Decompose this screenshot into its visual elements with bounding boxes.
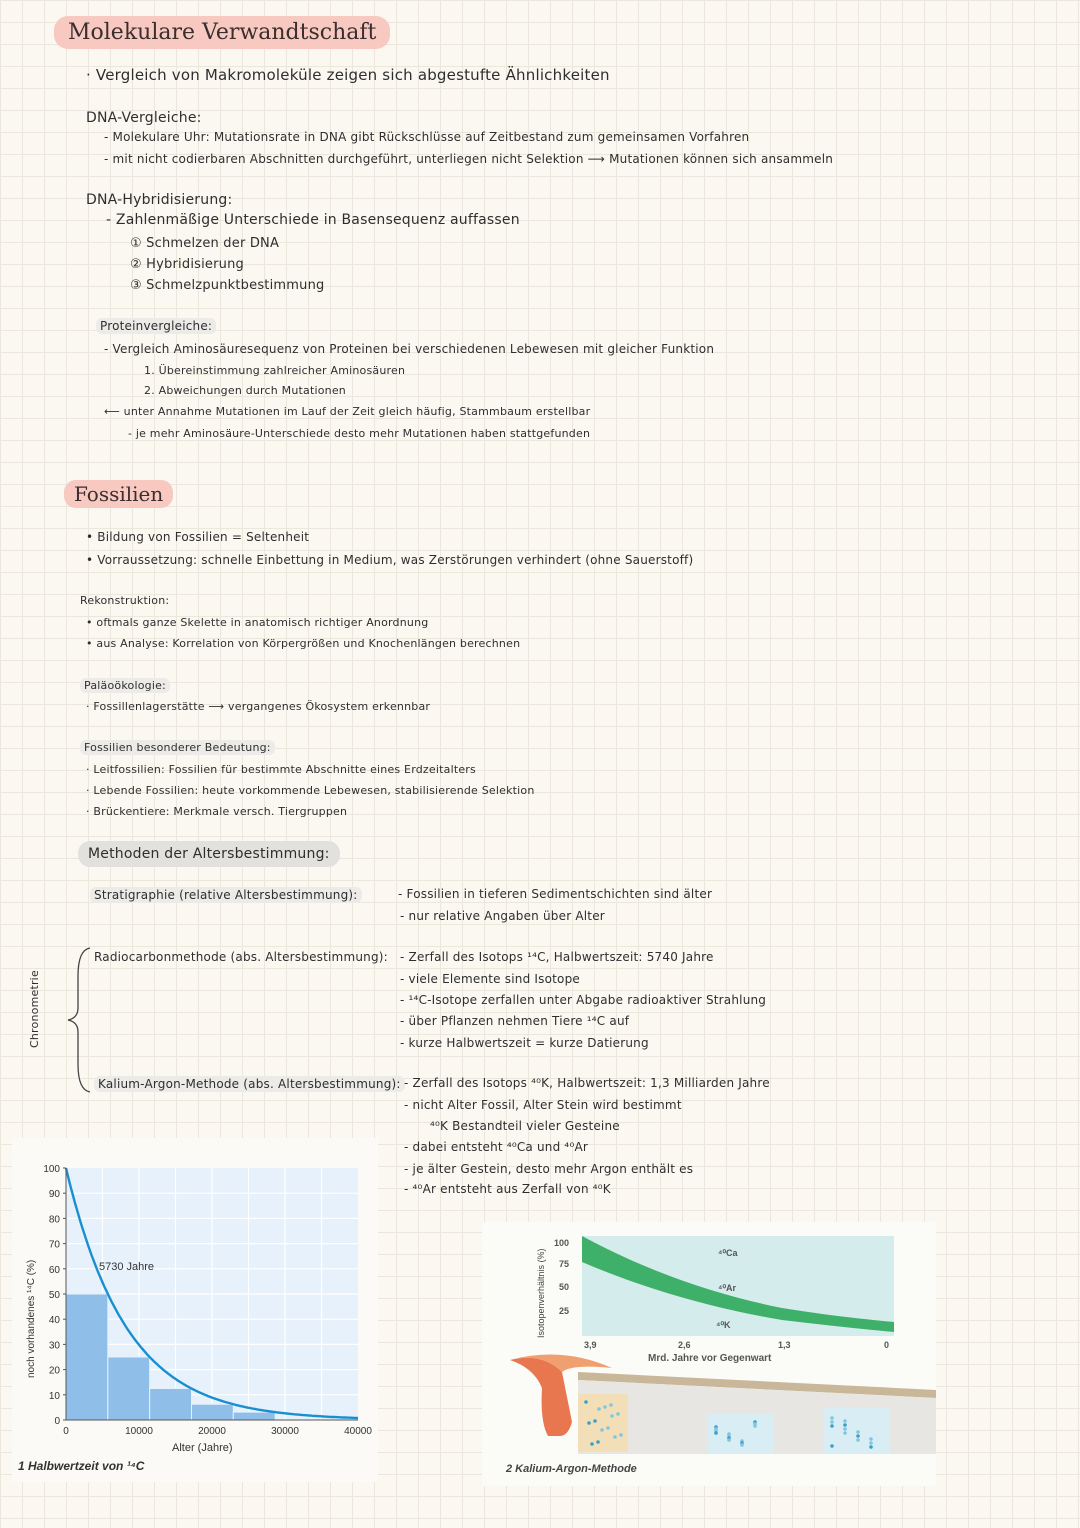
- isotope-dot: [830, 1416, 834, 1420]
- dna-line-1: - Molekulare Uhr: Mutationsrate in DNA gibt Rückschlüsse auf Zeitbestand zum gemeinsamen Vorfahren: [104, 130, 750, 144]
- kalium-argon-line-1: - Zerfall des Isotops ⁴⁰K, Halbwertszeit: 1,3 Milliarden Jahre: [404, 1076, 770, 1090]
- isotope-dot: [843, 1427, 847, 1431]
- isotope-dot: [753, 1424, 757, 1428]
- halflife-annotation: 5730 Jahre: [99, 1261, 155, 1273]
- y-tick-label: 50: [48, 1290, 60, 1301]
- y-axis-title: noch vorhandenes ¹⁴C (%): [26, 1259, 37, 1378]
- isotope-dot: [869, 1445, 873, 1449]
- radiocarbon-line-3: - ¹⁴C-Isotope zerfallen unter Abgabe radioaktiver Strahlung: [400, 993, 767, 1007]
- isotope-dot: [714, 1431, 718, 1435]
- protein-heading: Proteinvergleiche:: [96, 318, 216, 334]
- stratigraphy-line-1: - Fossilien in tieferen Sedimentschichten sind älter: [398, 887, 713, 901]
- stratigraphy-line-2: - nur relative Angaben über Alter: [400, 909, 605, 923]
- isotope-dot: [593, 1419, 597, 1423]
- y-tick-label: 60: [48, 1264, 60, 1276]
- x-axis-title: Alter (Jahre): [172, 1442, 233, 1454]
- radiocarbon-line-2: - viele Elemente sind Isotope: [400, 972, 580, 986]
- isotope-dot: [856, 1430, 860, 1434]
- isotope-dot: [616, 1412, 620, 1416]
- isotope-dot: [597, 1407, 601, 1411]
- xtick-2-6: 2,6: [678, 1340, 691, 1350]
- fossil-bullet-1: • Bildung von Fossilien = Seltenheit: [86, 530, 310, 544]
- isotope-dot: [596, 1440, 600, 1444]
- bar-3: [191, 1404, 233, 1420]
- y-tick-label: 100: [43, 1164, 60, 1175]
- hybrid-line-1: - Zahlenmäßige Unterschiede in Basensequenz auffassen: [106, 212, 520, 228]
- c14-halflife-chart: [12, 1138, 378, 1482]
- ytick-75: 75: [559, 1259, 570, 1269]
- hybrid-heading: DNA-Hybridisierung:: [86, 192, 233, 208]
- isotope-dot: [587, 1421, 591, 1425]
- ytick-50: 50: [559, 1282, 570, 1292]
- y-tick-label: 20: [48, 1365, 60, 1377]
- xtick-1-3: 1,3: [778, 1340, 791, 1350]
- x-tick-label: 30000: [271, 1426, 299, 1437]
- bar-2: [150, 1389, 192, 1421]
- paleo-heading: Paläoökologie:: [80, 678, 170, 693]
- bar-0: [66, 1294, 108, 1420]
- kalium-argon-label: Kalium-Argon-Methode (abs. Altersbestimmung):: [94, 1076, 405, 1092]
- ylabel-kar: Isotopenverhältnis (%): [536, 1248, 546, 1338]
- section-title-fossils: Fossilien: [64, 480, 173, 508]
- y-tick-label: 90: [48, 1189, 60, 1201]
- chronometry-label: Chronometrie: [28, 970, 41, 1048]
- radiocarbon-label: Radiocarbonmethode (abs. Altersbestimmung):: [94, 950, 388, 964]
- isotope-dot: [590, 1442, 594, 1446]
- label-ar40: ⁴⁰Ar: [718, 1283, 737, 1293]
- protein-line-1: - Vergleich Aminosäuresequenz von Proteinen bei verschiedenen Lebewesen mit gleicher Funktion: [104, 342, 715, 356]
- isotope-dot: [600, 1428, 604, 1432]
- methods-heading: Methoden der Altersbestimmung:: [78, 841, 340, 867]
- protein-line-2: 1. Übereinstimmung zahlreicher Aminosäuren: [144, 364, 406, 377]
- y-tick-label: 80: [48, 1214, 60, 1226]
- kalium-argon-figure: [482, 1222, 936, 1486]
- isotope-dot: [830, 1424, 834, 1428]
- x-tick-label: 10000: [125, 1426, 153, 1437]
- protein-line-4: ⟵ unter Annahme Mutationen im Lauf der Zeit gleich häufig, Stammbaum erstellbar: [104, 405, 591, 418]
- hybrid-step-2: ② Hybridisierung: [130, 257, 244, 272]
- sample-block-2: [708, 1414, 774, 1454]
- kalium-argon-line-5: - je älter Gestein, desto mehr Argon enthält es: [404, 1162, 694, 1176]
- stratigraphy-label: Stratigraphie (relative Altersbestimmung):: [90, 887, 362, 903]
- isotope-dot: [584, 1400, 588, 1404]
- isotope-dot: [606, 1426, 610, 1430]
- isotope-dot: [613, 1435, 617, 1439]
- hybrid-step-3: ③ Schmelzpunktbestimmung: [130, 278, 325, 293]
- x-tick-label: 20000: [198, 1426, 226, 1437]
- importance-line-2: · Lebende Fossilien: heute vorkommende Lebewesen, stabilisierende Selektion: [86, 784, 535, 797]
- isotope-dot: [869, 1441, 873, 1445]
- kalium-argon-line-2: - nicht Alter Fossil, Alter Stein wird bestimmt: [404, 1098, 682, 1112]
- radiocarbon-line-1: - Zerfall des Isotops ¹⁴C, Halbwertszeit: 5740 Jahre: [400, 950, 714, 964]
- ytick-25: 25: [559, 1306, 570, 1316]
- fossil-bullet-2: • Vorraussetzung: schnelle Einbettung in Medium, was Zerstörungen verhindert (ohne Sauerstoff): [86, 553, 694, 567]
- isotope-dot: [619, 1433, 623, 1437]
- xtick-3-9: 3,9: [584, 1340, 597, 1350]
- kalium-argon-line-3: ⁴⁰K Bestandteil vieler Gesteine: [430, 1119, 620, 1133]
- isotope-dot: [603, 1405, 607, 1409]
- isotope-dot: [830, 1444, 834, 1448]
- ytick-100: 100: [554, 1238, 570, 1248]
- paleo-line-1: · Fossillenlagerstätte ⟶ vergangenes Ökosystem erkennbar: [86, 700, 431, 713]
- importance-line-1: · Leitfossilien: Fossilien für bestimmte Abschnitte eines Erdzeitalters: [86, 763, 476, 776]
- reconstruction-line-2: • aus Analyse: Korrelation von Körpergrößen und Knochenlängen berechnen: [86, 637, 521, 650]
- isotope-dot: [843, 1423, 847, 1427]
- y-tick-label: 10: [48, 1390, 60, 1402]
- isotope-dot: [856, 1438, 860, 1442]
- isotope-dot: [609, 1403, 613, 1407]
- isotope-dot: [610, 1414, 614, 1418]
- xtick-0: 0: [884, 1340, 890, 1350]
- protein-line-3: 2. Abweichungen durch Mutationen: [144, 384, 346, 397]
- protein-line-5: - je mehr Aminosäure-Unterschiede desto mehr Mutationen haben stattgefunden: [128, 427, 591, 440]
- reconstruction-line-1: • oftmals ganze Skelette in anatomisch richtiger Anordnung: [86, 616, 429, 629]
- y-tick-label: 70: [48, 1239, 60, 1251]
- x-tick-label: 0: [63, 1426, 69, 1437]
- y-tick-label: 40: [48, 1315, 60, 1327]
- bar-4: [233, 1412, 275, 1420]
- isotope-dot: [869, 1437, 873, 1441]
- dna-line-2: - mit nicht codierbaren Abschnitten durchgeführt, unterliegen nicht Selektion ⟶ Mutationen können sich ansammeln: [104, 152, 834, 166]
- label-ca40: ⁴⁰Ca: [718, 1248, 738, 1258]
- dna-heading: DNA-Vergleiche:: [86, 110, 202, 126]
- isotope-dot: [843, 1431, 847, 1435]
- radiocarbon-line-4: - über Pflanzen nehmen Tiere ¹⁴C auf: [400, 1014, 630, 1028]
- kalium-argon-line-4: - dabei entsteht ⁴⁰Ca und ⁴⁰Ar: [404, 1140, 588, 1154]
- isotope-dot: [843, 1419, 847, 1423]
- hybrid-step-1: ① Schmelzen der DNA: [130, 236, 280, 251]
- intro-line: · Vergleich von Makromoleküle zeigen sich abgestufte Ähnlichkeiten: [86, 66, 610, 84]
- isotope-dot: [727, 1438, 731, 1442]
- figure-caption-1: 1 Halbwertzeit von ¹⁴C: [18, 1459, 145, 1473]
- label-k40: ⁴⁰K: [716, 1320, 731, 1330]
- x-tick-label: 40000: [344, 1426, 372, 1437]
- importance-heading: Fossilien besonderer Bedeutung:: [80, 740, 275, 755]
- isotope-dot: [740, 1443, 744, 1447]
- importance-line-3: · Brückentiere: Merkmale versch. Tiergruppen: [86, 805, 348, 818]
- y-tick-label: 30: [48, 1340, 60, 1352]
- isotope-dot: [856, 1434, 860, 1438]
- xlabel-kar: Mrd. Jahre vor Gegenwart: [648, 1353, 772, 1364]
- chronometry-bracket: [64, 946, 94, 1096]
- isotope-dot: [830, 1420, 834, 1424]
- figure-caption-2: 2 Kalium-Argon-Methode: [506, 1463, 637, 1475]
- reconstruction-heading: Rekonstruktion:: [80, 594, 170, 607]
- kalium-argon-line-6: - ⁴⁰Ar entsteht aus Zerfall von ⁴⁰K: [404, 1182, 611, 1196]
- y-tick-label: 0: [54, 1416, 60, 1427]
- section-title-molecular: Molekulare Verwandtschaft: [54, 16, 390, 49]
- radiocarbon-line-5: - kurze Halbwertszeit = kurze Datierung: [400, 1036, 649, 1050]
- bar-1: [108, 1357, 150, 1420]
